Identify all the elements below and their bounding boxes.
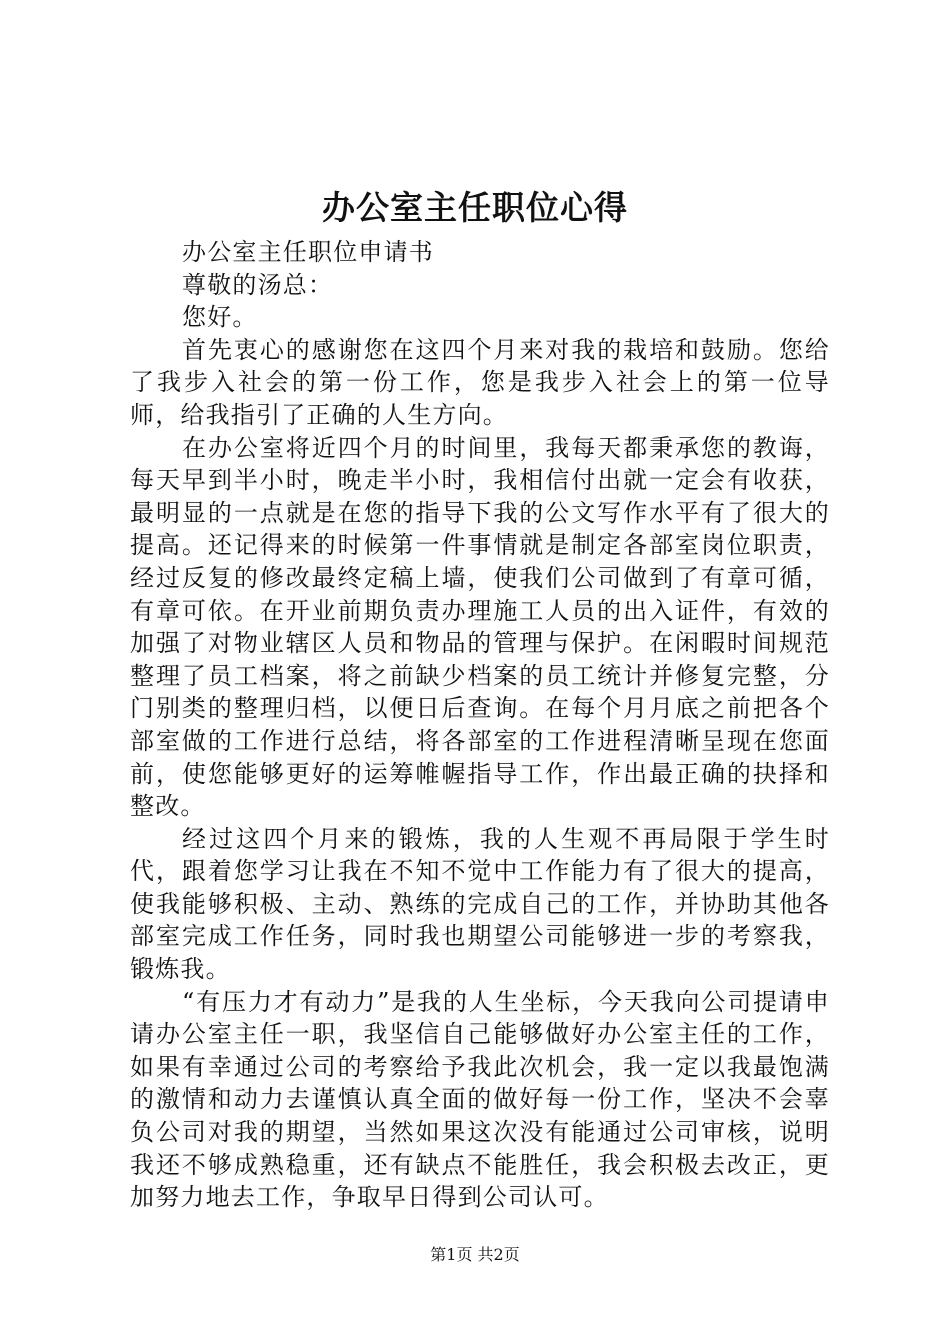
paragraph-salutation: 尊敬的汤总： [182, 270, 334, 299]
document-body [130, 236, 830, 1214]
paragraph-thanks: 首先衷心的感谢您在这四个月来对我的栽培和鼓励。您给了我步入社会的第一份工作，您是我步入社会上的第一位导师，给我指引了正确的人生方向。 [130, 335, 830, 429]
paragraph-subject: 办公室主任职位申请书 [182, 238, 434, 266]
page-number-footer: 第1页 共2页 [430, 1245, 520, 1264]
paragraph-application: “有压力才有动力”是我的人生坐标，今天我向公司提请申请办公室主任一职，我坚信自己能够做好办公室主任的工作，如果有幸通过公司的考察给予我此次机会，我一定以我最饱满的激情和动力去谨慎认真全面的做好每一份工作，坚决不会辜负公司对我的期望，当然如果这次没有能通过公司审核，说明我还不够成熟稳重，还有缺点不能胜任，我会积极去改正，更加努力地去工作，争取早日得到公司认可。 [130, 987, 830, 1212]
document-title: 办公室主任职位心得 [322, 188, 628, 227]
paragraph-growth: 经过这四个月来的锻炼，我的人生观不再局限于学生时代，跟着您学习让我在不知不觉中工作能力有了很大的提高，使我能够积极、主动、熟练的完成自己的工作，并协助其他各部室完成工作任务，同时我也期望公司能够进一步的考察我，锻炼我。 [130, 824, 830, 984]
paragraph-work-summary: 在办公室将近四个月的时间里，我每天都秉承您的教诲，每天早到半小时，晚走半小时，我相信付出就一定会有收获，最明显的一点就是在您的指导下我的公文写作水平有了很大的提高。还记得来的时候第一件事情就是制定各部室岗位职责，经过反复的修改最终定稿上墙，使我们公司做到了有章可循，有章可依。在开业前期负责办理施工人员的出入证件，有效的加强了对物业辖区人员和物品的管理与保护。在闲暇时间规范整理了员工档案，将之前缺少档案的员工统计并修复完整，分门别类的整理归档，以便日后查询。在每个月月底之前把各个部室做的工作进行总结，将各部室的工作进程清晰呈现在您面前，使您能够更好的运筹帷幄指导工作，作出最正确的抉择和整改。 [130, 433, 830, 821]
paragraph-greeting: 您好。 [182, 303, 258, 332]
